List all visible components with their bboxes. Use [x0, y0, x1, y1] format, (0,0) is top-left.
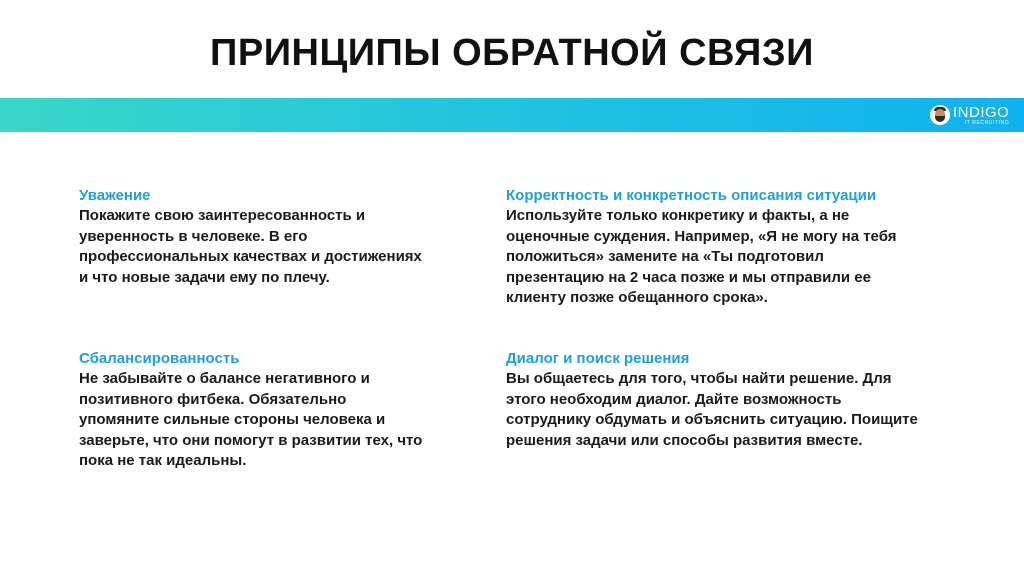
principle-respect: [79, 186, 424, 288]
indigo-logo: [930, 103, 1009, 127]
principle-heading: Диалог и поиск решения: [506, 350, 690, 367]
principle-heading: Сбалансированность: [79, 350, 240, 367]
principle-text: Не забывайте о балансе негативного и позитивного фитбека. Обязательно упомяните сильные стороны человека и заверьте, что они помогут в развитии тех, что пока не так идеальны.: [79, 370, 423, 469]
logo-name: INDIGO: [953, 103, 1010, 121]
principle-text: Покажите свою заинтересованность и уверенность в человеке. В его профессиональных качествах и достижениях и что новые задачи ему по плечу.: [79, 207, 422, 286]
header-band: [0, 98, 1024, 132]
page-title: ПРИНЦИПЫ ОБРАТНОЙ СВЯЗИ: [210, 32, 814, 74]
principle-correctness: [506, 186, 926, 309]
principle-text: Используйте только конкретику и факты, а не оценочные суждения. Например, «Я не могу на тебя положиться» замените на «Ты подготовил презентацию на 2 часа позже и мы отправили ее клиенту позже обещанного срока».: [506, 207, 897, 306]
principle-heading: Корректность и конкретность описания ситуации: [506, 187, 877, 204]
principle-balance: [79, 349, 424, 472]
avatar-icon: [930, 105, 950, 125]
principle-heading: Уважение: [79, 187, 151, 204]
principle-dialog: [506, 349, 926, 451]
logo-subtitle: IT RECRUITING: [964, 119, 1010, 126]
principle-text: Вы общаетесь для того, чтобы найти решение. Для этого необходим диалог. Дайте возможность сотруднику обдумать и объяснить ситуацию. Поищите решения задачи или способы развития вместе.: [506, 370, 918, 449]
